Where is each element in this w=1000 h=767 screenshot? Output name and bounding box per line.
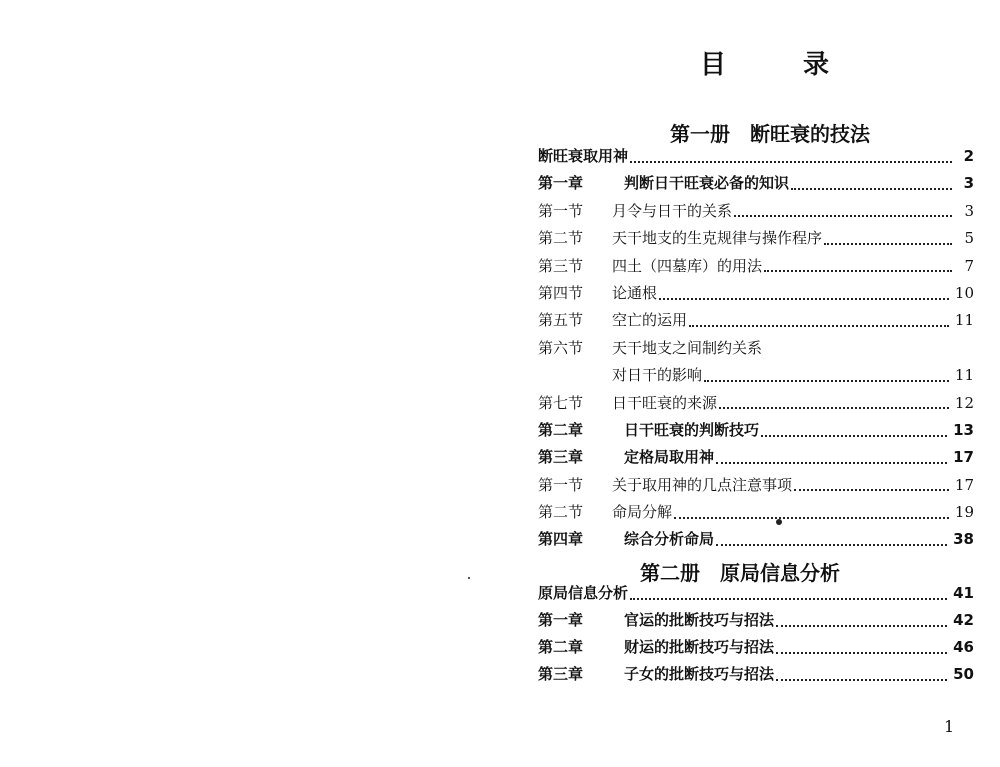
dot-leader xyxy=(719,407,949,409)
dot-leader xyxy=(659,298,949,300)
toc-entry-page: 42 xyxy=(953,611,974,629)
toc-entry-label: 日干旺衰的来源 xyxy=(612,393,718,412)
toc-list xyxy=(538,145,974,556)
toc-entry-number: 第一节 xyxy=(538,201,584,220)
toc-entry xyxy=(538,337,974,364)
toc-entry-number: 第二节 xyxy=(538,229,584,248)
dot-leader xyxy=(791,188,952,190)
toc-entry xyxy=(538,200,974,227)
dot-leader xyxy=(824,243,952,245)
toc-entry-number: 第三章 xyxy=(538,448,584,467)
toc-entry-label: 月令与日干的关系 xyxy=(612,201,733,220)
toc-entry-page: 7 xyxy=(964,256,974,275)
toc-entry-page: 38 xyxy=(953,530,974,549)
toc-entry-label: 天干地支之间制约关系 xyxy=(612,338,763,357)
toc-entry xyxy=(538,663,974,690)
toc-entry-label: 综合分析命局 xyxy=(624,530,715,549)
volume-title: 第一册 断旺衰的技法 xyxy=(670,122,870,146)
toc-entry-label: 空亡的运用 xyxy=(612,311,688,330)
toc-entry-page: 41 xyxy=(953,584,974,602)
toc-entry-number: 第四章 xyxy=(538,530,584,549)
toc-entry xyxy=(538,446,974,473)
toc-entry-number: 第二节 xyxy=(538,503,584,522)
page-title: 目 录 xyxy=(700,50,864,80)
toc-entry xyxy=(538,474,974,501)
toc-entry-label: 财运的批断技巧与招法 xyxy=(624,638,775,656)
toc-entry xyxy=(538,364,974,391)
toc-entry-number: 第三节 xyxy=(538,256,584,275)
toc-list xyxy=(538,582,974,690)
toc-entry-number: 第一节 xyxy=(538,475,584,494)
toc-entry-number: 第四节 xyxy=(538,283,584,302)
dot-leader xyxy=(764,270,952,272)
dot-leader xyxy=(716,462,947,464)
toc-entry-page: 13 xyxy=(953,420,974,439)
toc-entry-page: 17 xyxy=(953,448,974,467)
toc-entry-page: 46 xyxy=(953,638,974,656)
toc-entry xyxy=(538,309,974,336)
toc-entry xyxy=(538,392,974,419)
toc-entry-label: 官运的批断技巧与招法 xyxy=(624,611,775,629)
toc-entry-label: 对日干的影响 xyxy=(612,366,703,385)
toc-entry-label: 四土（四墓库）的用法 xyxy=(612,256,763,275)
toc-entry-number: 第一章 xyxy=(538,174,584,193)
toc-entry xyxy=(538,501,974,528)
toc-entry-page: 12 xyxy=(954,393,974,412)
volume-title: 第二册 原局信息分析 xyxy=(640,561,840,585)
toc-entry-number: 第一章 xyxy=(538,611,584,629)
dot-leader xyxy=(630,161,952,163)
toc-entry xyxy=(538,227,974,254)
toc-entry-page: 50 xyxy=(953,665,974,683)
toc-entry-number: 第六节 xyxy=(538,338,584,357)
toc-entry xyxy=(538,255,974,282)
toc-entry-page: 5 xyxy=(964,229,974,248)
toc-entry-label: 原局信息分析 xyxy=(538,584,629,602)
toc-entry-page: 11 xyxy=(954,311,974,330)
toc-entry-page: 10 xyxy=(954,283,974,302)
dot-leader xyxy=(794,489,949,491)
dot-leader xyxy=(704,380,949,382)
dot-leader xyxy=(716,544,947,546)
toc-entry xyxy=(538,582,974,609)
dot-leader xyxy=(674,517,949,519)
toc-entry-number: 第二章 xyxy=(538,638,584,656)
toc-entry xyxy=(538,145,974,172)
toc-entry-page: 3 xyxy=(963,174,974,193)
toc-entry-label: 判断日干旺衰必备的知识 xyxy=(624,174,790,193)
toc-entry xyxy=(538,282,974,309)
toc-entry-number: 第五节 xyxy=(538,311,584,330)
dot-leader xyxy=(761,435,947,437)
toc-entry-label: 子女的批断技巧与招法 xyxy=(624,665,775,683)
dot-leader xyxy=(776,652,947,654)
toc-entry-page: 3 xyxy=(964,201,974,220)
dot-leader xyxy=(689,325,949,327)
toc-entry-label: 论通根 xyxy=(612,283,658,302)
toc-entry xyxy=(538,636,974,663)
toc-entry xyxy=(538,609,974,636)
dot-leader xyxy=(776,679,947,681)
dot-leader xyxy=(630,598,947,600)
toc-entry-number: 第七节 xyxy=(538,393,584,412)
toc-entry-label: 日干旺衰的判断技巧 xyxy=(624,420,760,439)
toc-entry-label: 断旺衰取用神 xyxy=(538,147,629,165)
toc-entry-label: 命局分解 xyxy=(612,503,673,522)
toc-entry xyxy=(538,528,974,555)
dot-leader xyxy=(734,215,952,217)
print-speck xyxy=(776,519,782,525)
toc-entry-page: 2 xyxy=(963,147,974,165)
toc-entry-number: 第三章 xyxy=(538,665,584,683)
toc-entry-label: 定格局取用神 xyxy=(624,448,715,467)
dot-leader xyxy=(776,625,947,627)
toc-entry-number: 第二章 xyxy=(538,420,584,439)
toc-entry-page: 11 xyxy=(954,366,974,385)
toc-entry-label: 天干地支的生克规律与操作程序 xyxy=(612,229,823,248)
toc-entry-page: 19 xyxy=(954,503,974,522)
toc-entry-label: 关于取用神的几点注意事项 xyxy=(612,475,793,494)
toc-entry xyxy=(538,172,974,199)
page-number: 1 xyxy=(944,717,955,736)
print-speck xyxy=(468,577,470,579)
toc-entry xyxy=(538,419,974,446)
toc-entry-page: 17 xyxy=(954,475,974,494)
